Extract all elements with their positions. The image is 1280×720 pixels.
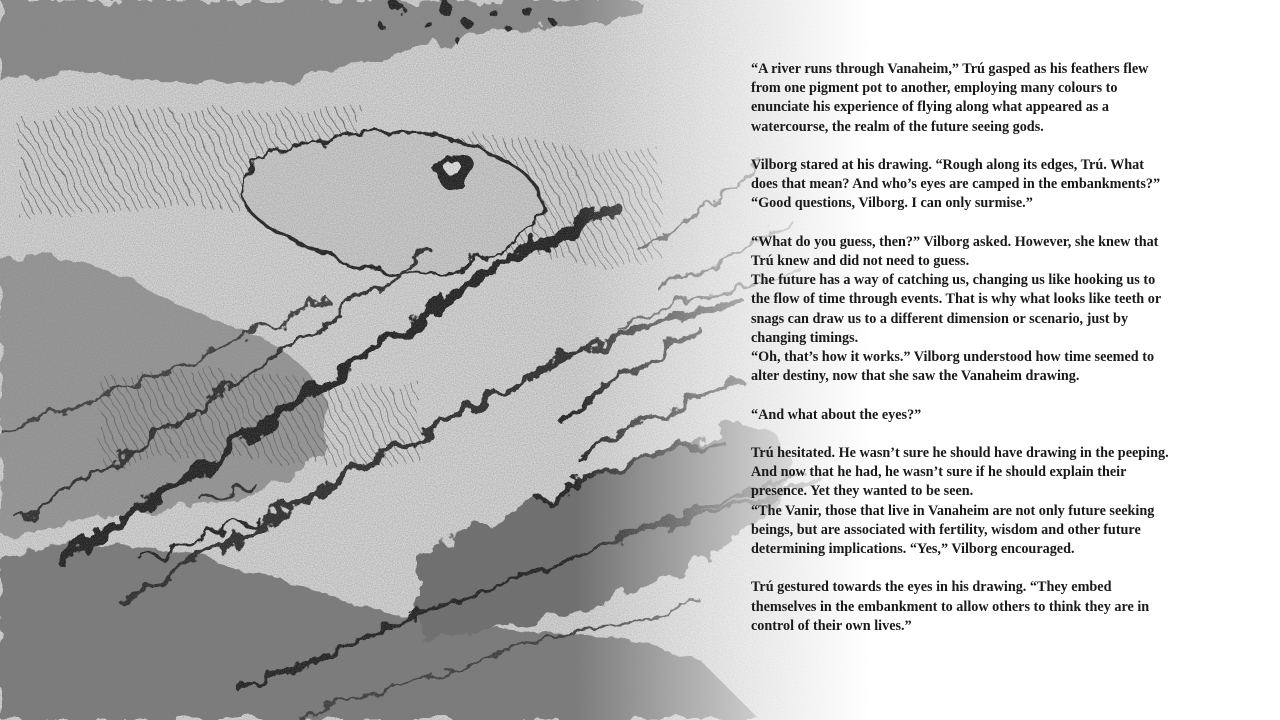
story-text <box>751 60 1251 636</box>
paragraph-good-questions: “Good questions, Vilborg. I can only surmise.” <box>751 195 1033 212</box>
paragraph-gap <box>751 137 1251 156</box>
paragraph-how-it-works: “Oh, that’s how it works.” Vilborg understood how time seemed to alter destiny, now that she saw the Vanaheim drawing. <box>751 349 1155 385</box>
paragraph-gap <box>751 386 1251 405</box>
paragraph-vilborg-stare: Vilborg stared at his drawing. “Rough along its edges, Trú. What does that mean? And who’s eyes are camped in the embankments?” <box>751 157 1161 193</box>
paragraph-guess: “What do you guess, then?” Vilborg asked. However, she knew that Trú knew and did not need to guess. <box>751 233 1159 269</box>
paragraph-gap <box>751 425 1251 444</box>
paragraph-future: The future has a way of catching us, changing us like hooking us to the flow of time through events. That is why what looks like teeth or snags can draw us to a different dimension or scenario, just by changing timings. <box>751 272 1162 346</box>
paragraph-hesitated: Trú hesitated. He wasn’t sure he should have drawing in the peeping. And now that he had, he wasn’t sure if he should explain their presence. Yet they wanted to be seen. <box>751 445 1169 500</box>
paragraph-river: “A river runs through Vanaheim,” Trú gasped as his feathers flew from one pigment pot to another, employing many colours to enunciate his experience of flying along what appeared as a watercourse, the realm of the future seeing gods. <box>751 61 1149 135</box>
paragraph-vanir: “The Vanir, those that live in Vanaheim are not only future seeking beings, but are associated with fertility, wisdom and other future determining implications. “Yes,” Vilborg encouraged. <box>751 502 1155 558</box>
paragraph-eyes-question: “And what about the eyes?” <box>751 406 922 423</box>
paragraph-gap <box>751 559 1251 578</box>
paragraph-embed: Trú gestured towards the eyes in his drawing. “They embed themselves in the embankment to allow others to think they are in control of their own lives.” <box>751 579 1150 634</box>
paragraph-gap <box>751 214 1251 233</box>
